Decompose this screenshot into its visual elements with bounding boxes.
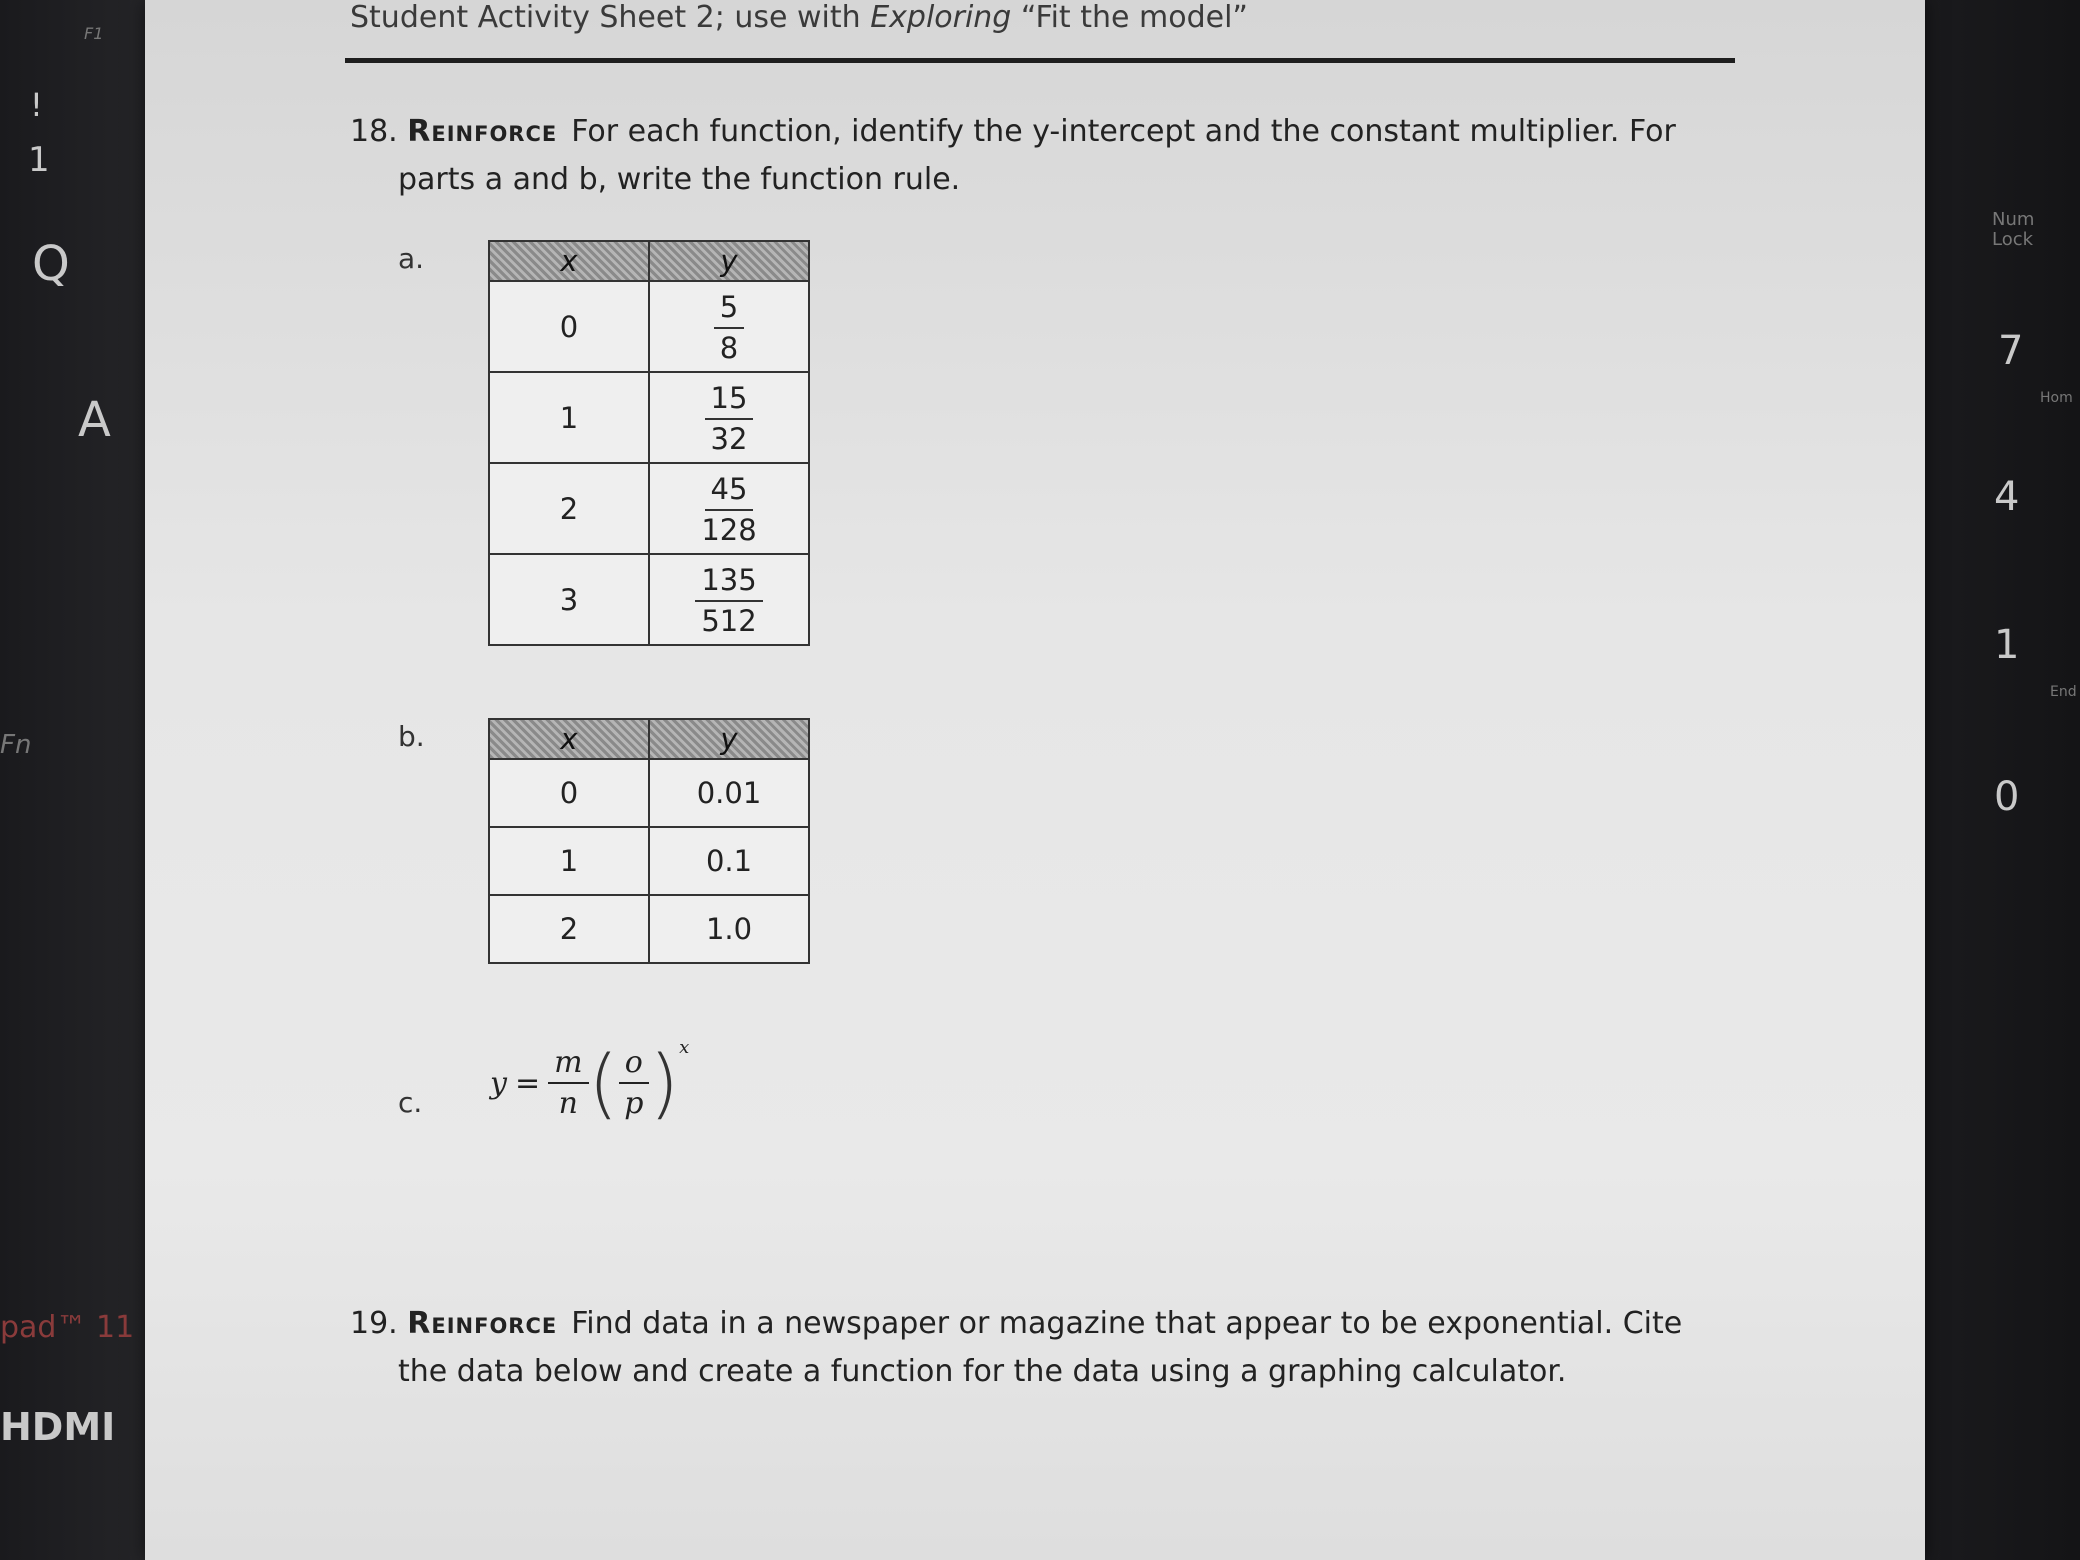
numerator: m [548,1047,588,1085]
table-row [489,281,809,372]
exponent: x [679,1037,690,1058]
numerator: o [619,1047,649,1085]
cell-x: 1 [489,372,649,463]
cell-y: 0.01 [649,759,809,827]
denominator: 512 [701,603,757,638]
question-19 [350,1300,1682,1396]
cell-y: 0.1 [649,827,809,895]
key-1-numpad: 1 [1994,622,2020,668]
cell-x: 2 [489,463,649,554]
key-fn: Fn [0,730,32,760]
left-paren: ( [588,1038,619,1127]
fraction [695,474,762,545]
numerator: 5 [714,292,744,328]
denominator: 32 [710,421,748,456]
table-part-b [488,718,810,964]
numerator: 15 [705,383,754,419]
question-text: For each function, identify the y-intercept and the constant multiplier. For [571,114,1676,149]
question-19-line2: the data below and create a function for the data using a graphing calculator. [398,1354,1567,1389]
formula-part-c [490,1037,690,1127]
cell-y [649,554,809,645]
table-row [489,372,809,463]
denominator: 8 [719,330,739,365]
cell-x: 2 [489,895,649,963]
key-f1: F1 [84,24,104,43]
table-row [489,463,809,554]
formula-equals: = [514,1065,541,1101]
right-paren: ) [649,1038,680,1127]
cell-y [649,463,809,554]
cell-x: 0 [489,281,649,372]
key-0: 0 [1994,774,2020,820]
key-hdmi: HDMI [0,1405,116,1449]
header-x: x [489,719,649,759]
key-a: A [78,392,111,448]
part-a-label: a. [398,242,425,275]
part-b-label: b. [398,720,425,753]
part-c-label: c. [398,1086,423,1119]
header-rule [345,58,1735,63]
header-prefix: Student Activity Sheet 2; use with [350,0,871,35]
key-end: End [2050,684,2077,700]
question-18-line2: parts a and b, write the function rule. [398,162,961,197]
header-y: y [649,241,809,281]
key-pad-logo: pad™ 11 [0,1310,135,1345]
header-y: y [649,719,809,759]
key-7: 7 [1998,328,2024,374]
fraction [705,383,754,454]
fraction [714,292,744,363]
header-x: x [489,241,649,281]
table-row [489,554,809,645]
table-row [489,895,809,963]
fraction-m-n [548,1044,588,1121]
denominator: 128 [701,512,757,547]
question-keyword: Reinforce [407,114,558,149]
question-keyword: Reinforce [407,1306,558,1341]
question-18 [350,108,1676,204]
header-italic: Exploring [870,0,1012,35]
sheet-header [350,0,1248,35]
cell-y: 1.0 [649,895,809,963]
fraction-o-p [618,1044,649,1121]
table-header-row [489,719,809,759]
question-18-line1 [350,108,1676,156]
key-numlock: Num Lock [1992,209,2035,250]
question-number: 19. [350,1306,398,1341]
question-number: 18. [350,114,398,149]
table-part-a [488,240,810,646]
cell-x: 3 [489,554,649,645]
question-19-line1 [350,1300,1682,1348]
formula-y: y [490,1065,507,1101]
denominator: p [624,1086,644,1121]
fraction [695,565,762,636]
key-q: Q [32,236,70,292]
numerator: 45 [705,474,754,510]
key-4: 4 [1994,474,2020,520]
question-text: Find data in a newspaper or magazine that appear to be exponential. Cite [571,1306,1683,1341]
denominator: n [558,1086,578,1121]
table-header-row [489,241,809,281]
cell-x: 1 [489,827,649,895]
cell-y [649,281,809,372]
key-exclamation: ! [30,86,43,124]
header-suffix: “Fit the model” [1011,0,1248,35]
cell-x: 0 [489,759,649,827]
table-row [489,827,809,895]
numerator: 135 [695,565,762,601]
cell-y [649,372,809,463]
table-row [489,759,809,827]
key-home: Hom [2040,390,2073,406]
key-1: 1 [28,140,50,180]
